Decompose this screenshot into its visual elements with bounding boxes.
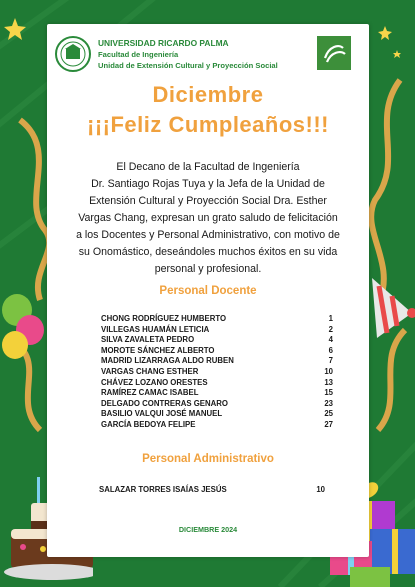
footer-date: DICIEMBRE 2024 <box>178 525 238 534</box>
list-item <box>101 356 333 367</box>
person-name: SALAZAR TORRES ISAÍAS JESÚS <box>99 485 227 494</box>
balloons-icon <box>0 290 50 370</box>
person-name: CHONG RODRÍGUEZ HUMBERTO <box>101 314 227 323</box>
message-line: El Decano de la Facultad de Ingeniería <box>116 161 300 173</box>
list-item <box>99 485 325 494</box>
party-hat-icon <box>367 268 415 348</box>
docentes-list <box>101 314 333 431</box>
list-item <box>101 314 333 325</box>
person-name: GARCÍA BEDOYA FELIPE <box>101 419 196 429</box>
birthday-day: 4 <box>328 335 333 345</box>
unit-name: Unidad de Extensión Cultural y Proyección Social <box>98 61 278 70</box>
administrativo-heading: Personal Administrativo <box>142 453 274 465</box>
list-item <box>101 420 333 431</box>
person-name: MADRID LIZARRAGA ALDO RUBEN <box>101 356 234 366</box>
person-name: SILVA ZAVALETA PEDRO <box>101 335 195 345</box>
month-title: Diciembre <box>152 82 264 107</box>
birthday-day: 10 <box>316 485 325 494</box>
list-item <box>101 378 333 389</box>
person-name: RAMÍREZ CAMAC ISABEL <box>101 388 199 398</box>
message-line: su Onomástico, deseándoles muchos éxitos en su vida <box>78 246 338 258</box>
message-line: Dr. Santiago Rojas Tuya y la Jefa de la Unidad de <box>91 178 325 190</box>
docentes-heading: Personal Docente <box>159 285 257 297</box>
birthday-day: 10 <box>324 366 333 376</box>
greeting-message <box>51 159 365 278</box>
university-seal-icon <box>55 36 91 72</box>
person-name: CHÁVEZ LOZANO ORESTES <box>101 377 208 387</box>
person-name: VILLEGAS HUAMÁN LETICIA <box>101 324 210 334</box>
person-name: MOROTE SÁNCHEZ ALBERTO <box>101 345 215 355</box>
birthday-day: 1 <box>328 314 333 323</box>
message-line: personal y profesional. <box>154 263 262 275</box>
list-item <box>101 399 333 410</box>
birthday-greeting: ¡¡¡Feliz Cumpleaños!!! <box>87 112 329 137</box>
list-item <box>101 409 333 420</box>
birthday-day: 7 <box>328 356 333 366</box>
list-item <box>101 346 333 357</box>
message-line: Extensión Cultural y Proyección Social Dra. Esther <box>89 195 327 207</box>
greeting-card <box>47 24 369 557</box>
faculty-name: Facultad de Ingeniería <box>98 50 179 59</box>
list-item <box>101 325 333 336</box>
list-item <box>101 367 333 378</box>
message-line: a los Docentes y Personal Administrativo, con motivo de <box>76 229 340 241</box>
person-name: VARGAS CHANG ESTHER <box>101 366 199 376</box>
person-name: BASILIO VALQUI JOSÉ MANUEL <box>101 409 223 419</box>
person-name: DELGADO CONTRERAS GENARO <box>101 398 228 408</box>
birthday-day: 6 <box>328 345 333 355</box>
message-line: Vargas Chang, expresan un grato saludo de felicitación <box>78 212 338 224</box>
birthday-day: 13 <box>324 377 333 387</box>
list-item <box>101 388 333 399</box>
university-name: UNIVERSIDAD RICARDO PALMA <box>98 38 229 48</box>
birthday-day: 15 <box>324 388 333 398</box>
birthday-day: 2 <box>328 324 333 334</box>
unit-logo-icon <box>317 36 351 70</box>
birthday-day: 23 <box>324 398 333 408</box>
birthday-day: 27 <box>324 419 333 429</box>
birthday-day: 25 <box>324 409 333 419</box>
list-item <box>101 335 333 346</box>
